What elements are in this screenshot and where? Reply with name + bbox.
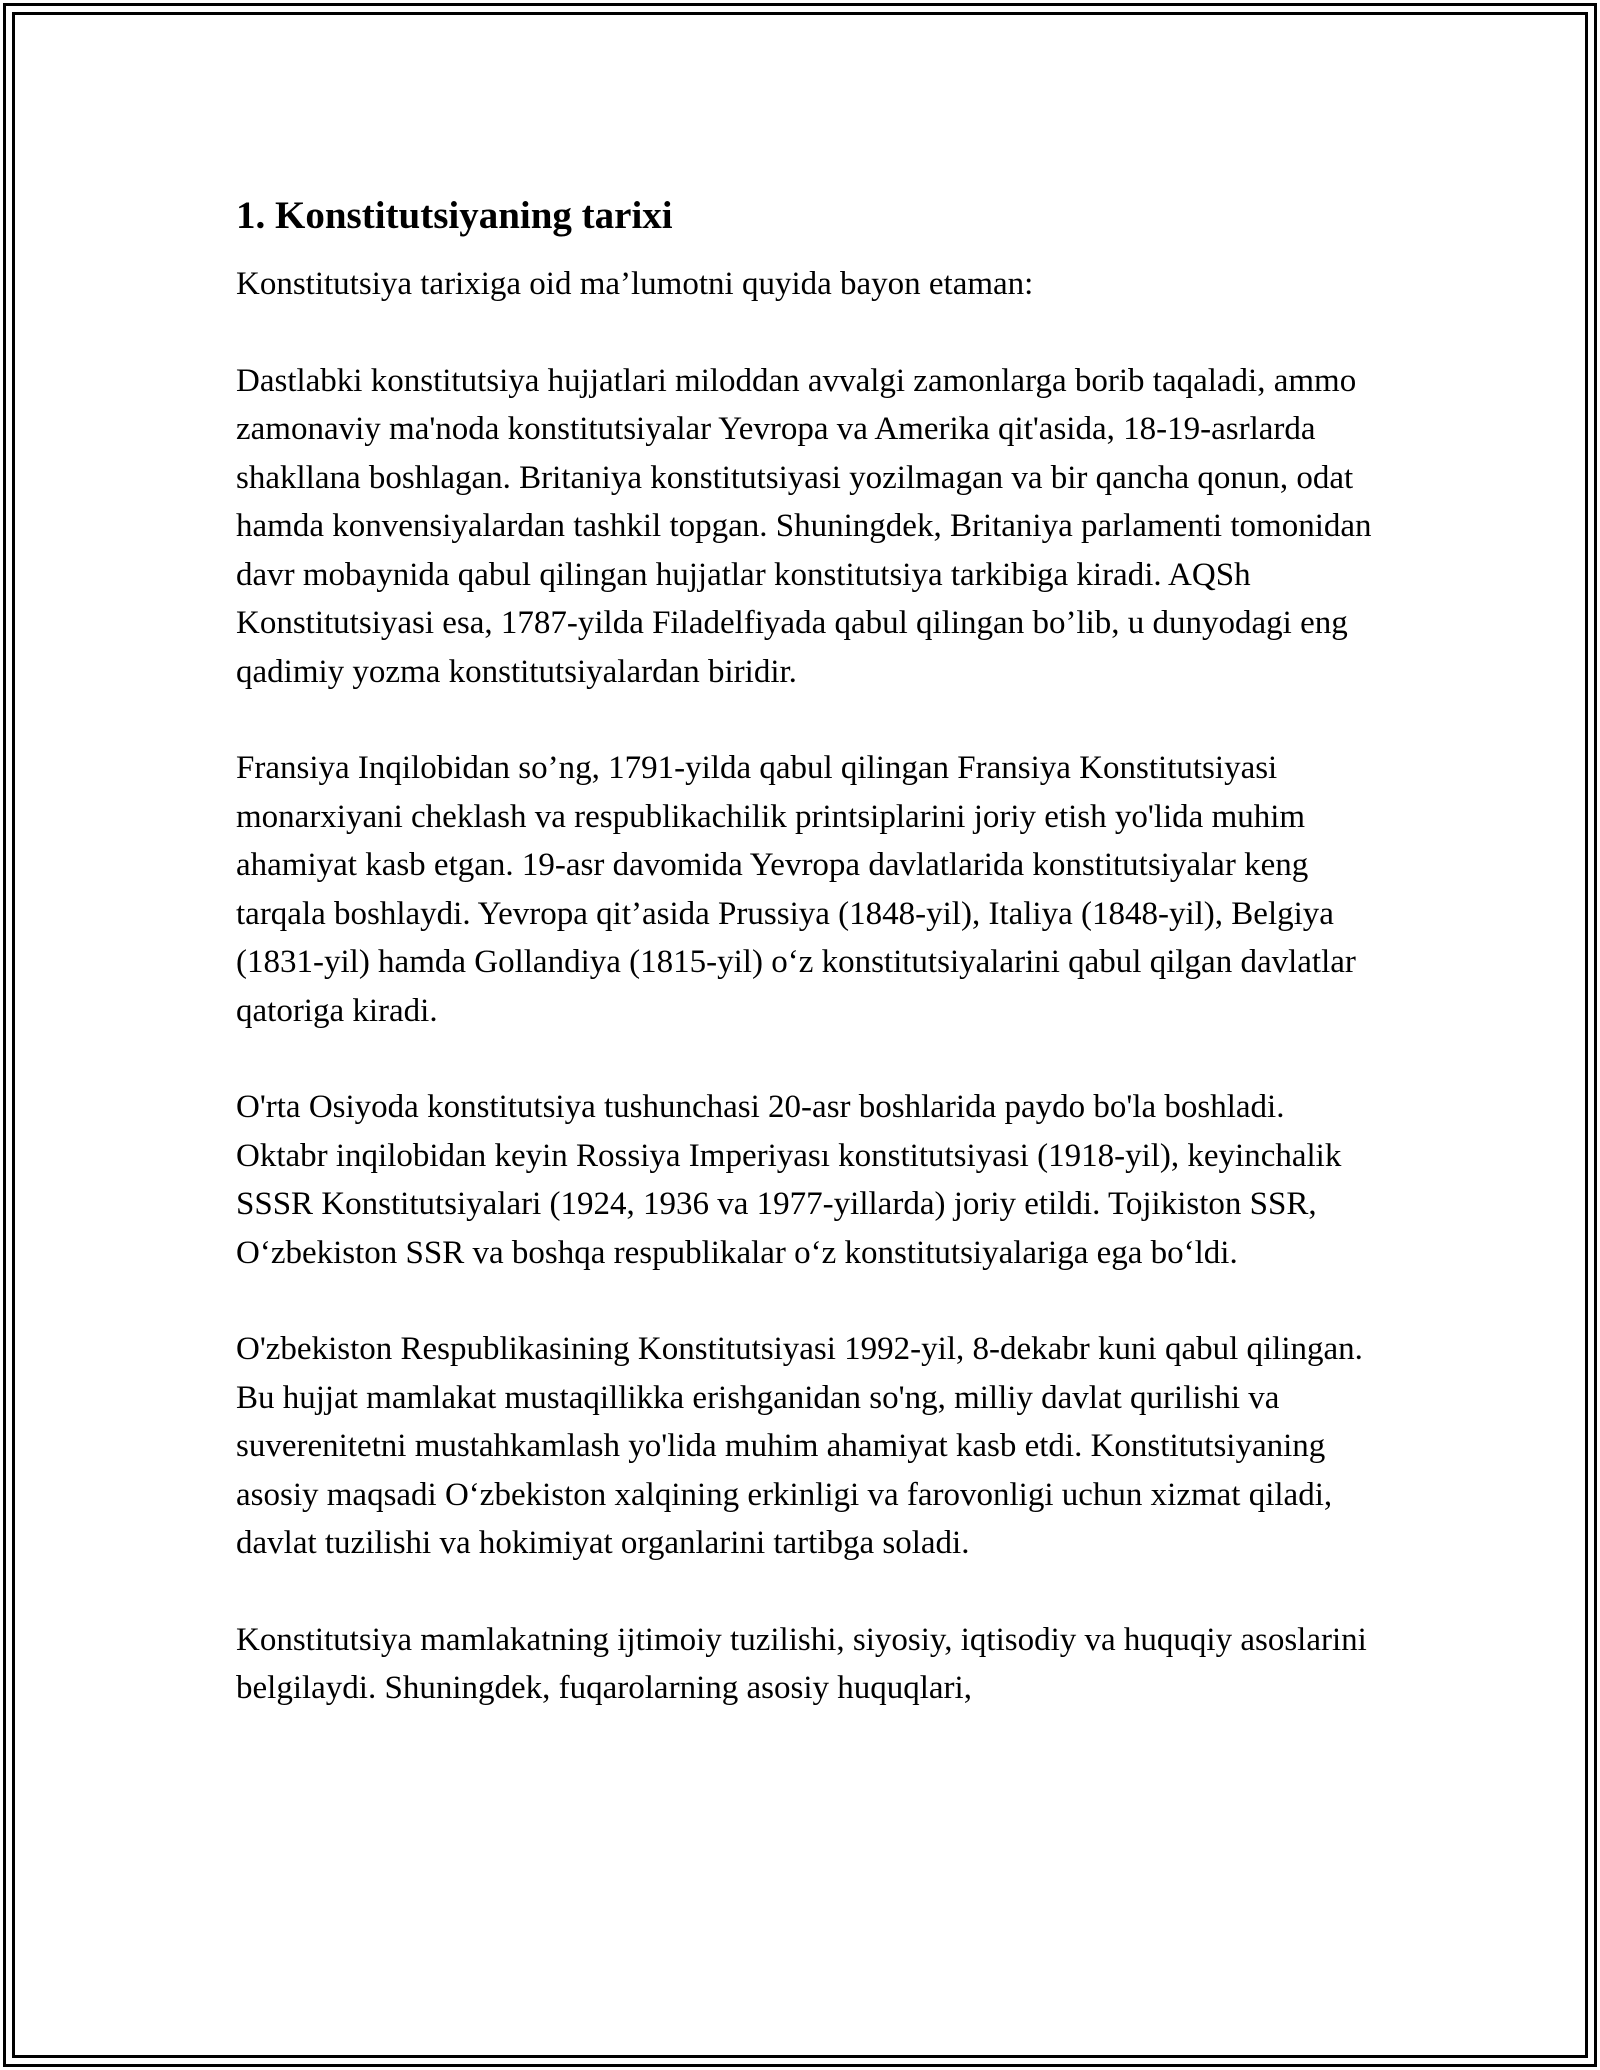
paragraph-uzbekistan-constitution: O'zbekiston Respublikasining Konstitutsiyasi 1992-yil, 8-dekabr kuni qabul qilingan. Bu hujjat mamlakat mustaqillikka erishganidan so'ng, milliy davlat qurilishi va suverenitetni mustahkamlash yo'lida muhim ahamiyat kasb etdi. Konstitutsiyaning asosiy maqsadi O‘zbekiston xalqining erkinligi va farovonligi uchun xizmat qiladi, davlat tuzilishi va hokimiyat organlarini tartibga soladi.: [236, 1331, 1363, 1561]
document-body: [236, 188, 1376, 1713]
paragraph-early-constitutions: Dastlabki konstitutsiya hujjatlari miloddan avvalgi zamonlarga borib taqaladi, ammo zamonaviy ma'noda konstitutsiyalar Yevropa va Amerika qit'asida, 18-19-asrlarda shakllana boshlagan. Britaniya konstitutsiyasi yozilmagan va bir qancha qonun, odat hamda konvensiyalardan tashkil topgan. Shuningdek, Britaniya parlamenti tomonidan davr mobaynida qabul qilingan hujjatlar konstitutsiya tarkibiga kiradi. AQSh Konstitutsiyasi esa, 1787-yilda Filadelfiyada qabul qilingan bo’lib, u dunyodagi eng qadimiy yozma konstitutsiyalardan biridir.: [236, 362, 1372, 690]
paragraph-central-asia: O'rta Osiyoda konstitutsiya tushunchasi 20-asr boshlarida paydo bo'la boshladi. Oktabr inqilobidan keyin Rossiya Imperiyası konstitutsiyasi (1918-yil), keyinchalik SSSR Konstitutsiyalari (1924, 1936 va 1977-yillarda) joriy etildi. Tojikiston SSR, O‘zbekiston SSR va boshqa respublikalar o‘z konstitutsiyalariga ega bo‘ldi.: [236, 1089, 1342, 1271]
paragraph-constitution-role: Konstitutsiya mamlakatning ijtimoiy tuzilishi, siyosiy, iqtisodiy va huquqiy asoslarini belgilaydi. Shuningdek, fuqarolarning asosiy huquqlari,: [236, 1621, 1367, 1706]
intro-paragraph: Konstitutsiya tarixiga oid ma’lumotni quyida bayon etaman:: [236, 266, 1034, 302]
section-heading: 1. Konstitutsiyaning tarixi: [236, 194, 673, 237]
paragraph-french-revolution: Fransiya Inqilobidan so’ng, 1791-yilda qabul qilingan Fransiya Konstitutsiyasi monarxiyani cheklash va respublikachilik printsiplarini joriy etish yo'lida muhim ahamiyat kasb etgan. 19-asr davomida Yevropa davlatlarida konstitutsiyalar keng tarqala boshlaydi. Yevropa qit’asida Prussiya (1848-yil), Italiya (1848-yil), Belgiya (1831-yil) hamda Gollandiya (1815-yil) o‘z konstitutsiyalarini qabul qilgan davlatlar qatoriga kiradi.: [236, 750, 1356, 1029]
